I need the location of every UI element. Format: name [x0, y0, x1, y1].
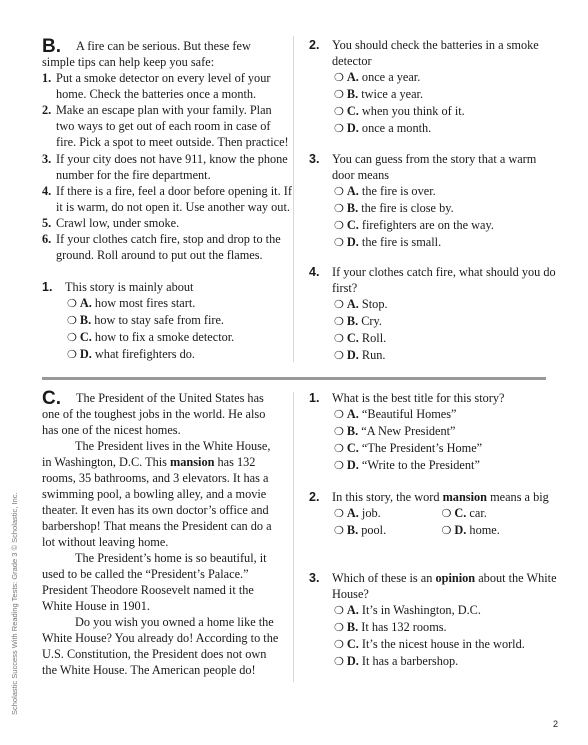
radio-circle-icon[interactable]: ❍ [334, 88, 344, 101]
question-stem: This story is mainly about [65, 280, 194, 294]
answer-option-b[interactable]: ❍ B. It has 132 rooms. [334, 620, 447, 634]
vocabulary-word: mansion [442, 490, 487, 504]
radio-circle-icon[interactable]: ❍ [334, 507, 344, 520]
tip-text: If there is a fire, feel a door before opening it. If it is warm, do not open it. Use another way out. [56, 184, 292, 214]
answer-option-a[interactable]: ❍ A. “Beautiful Homes” [334, 407, 457, 421]
radio-circle-icon[interactable]: ❍ [334, 442, 344, 455]
tip-item [42, 70, 292, 102]
radio-circle-icon[interactable]: ❍ [334, 349, 344, 362]
answer-option-c[interactable]: ❍ C. firefighters are on the way. [334, 218, 494, 232]
question-number: 1. [42, 280, 53, 294]
question-number: 2. [309, 38, 320, 52]
answer-option-c[interactable]: ❍ C. It’s the nicest house in the world. [334, 637, 525, 651]
radio-circle-icon[interactable]: ❍ [334, 315, 344, 328]
radio-circle-icon[interactable]: ❍ [334, 604, 344, 617]
answer-option-c[interactable]: ❍ C. Roll. [334, 331, 387, 345]
radio-circle-icon[interactable]: ❍ [67, 331, 77, 344]
question-stem: You should check the batteries in a smoke detector [332, 38, 539, 68]
answer-option-d[interactable]: ❍ D. It has a barbershop. [334, 654, 459, 668]
tip-text: Make an escape plan with your family. Plan two ways to get out of each room in case of fire. Pick a spot to meet outside. Then practice! [56, 103, 289, 149]
passage-body [42, 406, 282, 678]
radio-circle-icon[interactable]: ❍ [334, 105, 344, 118]
tip-number: 2. [42, 103, 52, 117]
column-divider [293, 392, 294, 682]
question-b4 [309, 264, 559, 364]
passage-paragraph: The President’s home is so beautiful, it used to be called the “President’s Palace.” President Theodore Roosevelt named it the White House in 1901. [42, 551, 267, 613]
answer-option-b[interactable]: ❍ B. the fire is close by. [334, 201, 454, 215]
answer-option-c[interactable]: ❍ C. when you think of it. [334, 104, 465, 118]
question-c2 [309, 489, 549, 539]
passage-first-line: The President of the United States has [76, 391, 264, 405]
answer-option-a[interactable]: ❍ A. how most fires start. [67, 296, 196, 310]
tip-text: Put a smoke detector on every level of your home. Check the batteries once a month. [56, 71, 271, 101]
tip-item [42, 183, 292, 215]
question-stem: You can guess from the story that a warm door means [332, 152, 537, 182]
answer-option-row [309, 505, 549, 522]
answer-option-b[interactable]: ❍ B. Cry. [334, 314, 382, 328]
answer-option-d[interactable]: ❍ D. “Write to the President” [334, 458, 480, 472]
radio-circle-icon[interactable]: ❍ [334, 298, 344, 311]
radio-circle-icon[interactable]: ❍ [334, 202, 344, 215]
section-b-intro-line2: simple tips can help keep you safe: [42, 55, 215, 69]
answer-option-a[interactable]: ❍ A. the fire is over. [334, 184, 436, 198]
radio-circle-icon[interactable]: ❍ [334, 185, 344, 198]
question-number: 3. [309, 152, 320, 166]
answer-option-d[interactable]: ❍ D. once a month. [334, 121, 432, 135]
tip-item [42, 215, 292, 231]
radio-circle-icon[interactable]: ❍ [441, 507, 452, 520]
question-number: 2. [309, 490, 320, 504]
question-stem: In this story, the word mansion means a big [332, 490, 549, 504]
radio-circle-icon[interactable]: ❍ [67, 314, 77, 327]
radio-circle-icon[interactable]: ❍ [334, 459, 344, 472]
column-divider [293, 36, 294, 362]
radio-circle-icon[interactable]: ❍ [334, 638, 344, 651]
tip-item [42, 151, 292, 183]
question-stem: Which of these is an opinion about the White House? [332, 571, 557, 601]
answer-option-a[interactable]: ❍ A. It’s in Washington, D.C. [334, 603, 481, 617]
radio-circle-icon[interactable]: ❍ [334, 71, 344, 84]
tip-number: 1. [42, 71, 52, 85]
radio-circle-icon[interactable]: ❍ [441, 524, 452, 537]
answer-option-a[interactable]: ❍ A. job. [334, 506, 381, 520]
answer-option-d[interactable]: ❍ D. what firefighters do. [67, 347, 195, 361]
answer-option-b[interactable]: ❍ B. twice a year. [334, 87, 424, 101]
question-b2 [309, 37, 559, 137]
tip-number: 3. [42, 152, 52, 166]
tip-text: Crawl low, under smoke. [56, 216, 180, 230]
section-b-letter: B. [42, 36, 61, 57]
answer-option-d[interactable]: ❍ D. the fire is small. [334, 235, 442, 249]
answer-option-c[interactable]: ❍ C. “The President’s Home” [334, 441, 483, 455]
answer-option-c[interactable]: ❍ C. how to fix a smoke detector. [67, 330, 235, 344]
radio-circle-icon[interactable]: ❍ [334, 425, 344, 438]
tip-item [42, 231, 292, 263]
radio-circle-icon[interactable]: ❍ [67, 348, 77, 361]
tip-number: 4. [42, 184, 52, 198]
question-b1 [42, 279, 292, 363]
tip-item [42, 102, 292, 150]
question-b3 [309, 151, 559, 251]
radio-circle-icon[interactable]: ❍ [334, 219, 344, 232]
copyright-sidebar-text: Scholastic Success With Reading Tests: Grade 3 © Scholastic, Inc. [10, 492, 19, 715]
question-stem: What is the best title for this story? [332, 391, 505, 405]
page-number: 2 [553, 719, 559, 729]
radio-circle-icon[interactable]: ❍ [334, 524, 344, 537]
vocabulary-word: mansion [170, 455, 215, 469]
section-c-letter: C. [42, 388, 61, 409]
tip-text: If your clothes catch fire, stop and drop to the ground. Roll around to put out the flames. [56, 232, 281, 262]
key-term: opinion [435, 571, 476, 585]
answer-option-a[interactable]: ❍ A. Stop. [334, 297, 388, 311]
answer-option-b[interactable]: ❍ B. pool. [334, 523, 387, 537]
radio-circle-icon[interactable]: ❍ [334, 655, 344, 668]
radio-circle-icon[interactable]: ❍ [334, 122, 344, 135]
section-b-intro-line1: A fire can be serious. But these few [76, 39, 251, 53]
answer-option-c[interactable]: ❍ C. car. [441, 506, 487, 520]
answer-option-b[interactable]: ❍ B. “A New President” [334, 424, 456, 438]
radio-circle-icon[interactable]: ❍ [334, 621, 344, 634]
question-c3 [309, 570, 559, 670]
question-number: 1. [309, 391, 320, 405]
answer-option-a[interactable]: ❍ A. once a year. [334, 70, 421, 84]
passage-paragraph: Do you wish you owned a home like the White House? You already do! According to the U.S. Constitution, the President does not own the White House. The American people do! [42, 615, 279, 677]
radio-circle-icon[interactable]: ❍ [334, 236, 344, 249]
tip-text: If your city does not have 911, know the phone number for the fire department. [56, 152, 288, 182]
question-stem: If your clothes catch fire, what should you do first? [332, 265, 556, 295]
radio-circle-icon[interactable]: ❍ [67, 297, 77, 310]
answer-option-d[interactable]: ❍ D. Run. [334, 348, 386, 362]
radio-circle-icon[interactable]: ❍ [334, 332, 344, 345]
answer-option-row [309, 522, 549, 539]
tip-number: 6. [42, 232, 52, 246]
radio-circle-icon[interactable]: ❍ [334, 408, 344, 421]
question-number: 3. [309, 571, 320, 585]
question-number: 4. [309, 265, 320, 279]
question-c1 [309, 390, 559, 474]
tip-number: 5. [42, 216, 52, 230]
passage-paragraph: The President lives in the White House, in Washington, D.C. This mansion has 132 rooms, 35 bathrooms, and 3 elevators. It has a swimming pool, a bowling alley, and a movie theater. It even has its own doctor’s office and barbershop! That means the President can do a lot without leaving home. [42, 439, 272, 549]
answer-option-d[interactable]: ❍ D. home. [441, 523, 500, 537]
passage-paragraph: one of the toughest jobs in the world. He also has one of the nicest homes. [42, 407, 266, 437]
answer-option-b[interactable]: ❍ B. how to stay safe from fire. [67, 313, 224, 327]
section-divider-rule [42, 377, 546, 380]
